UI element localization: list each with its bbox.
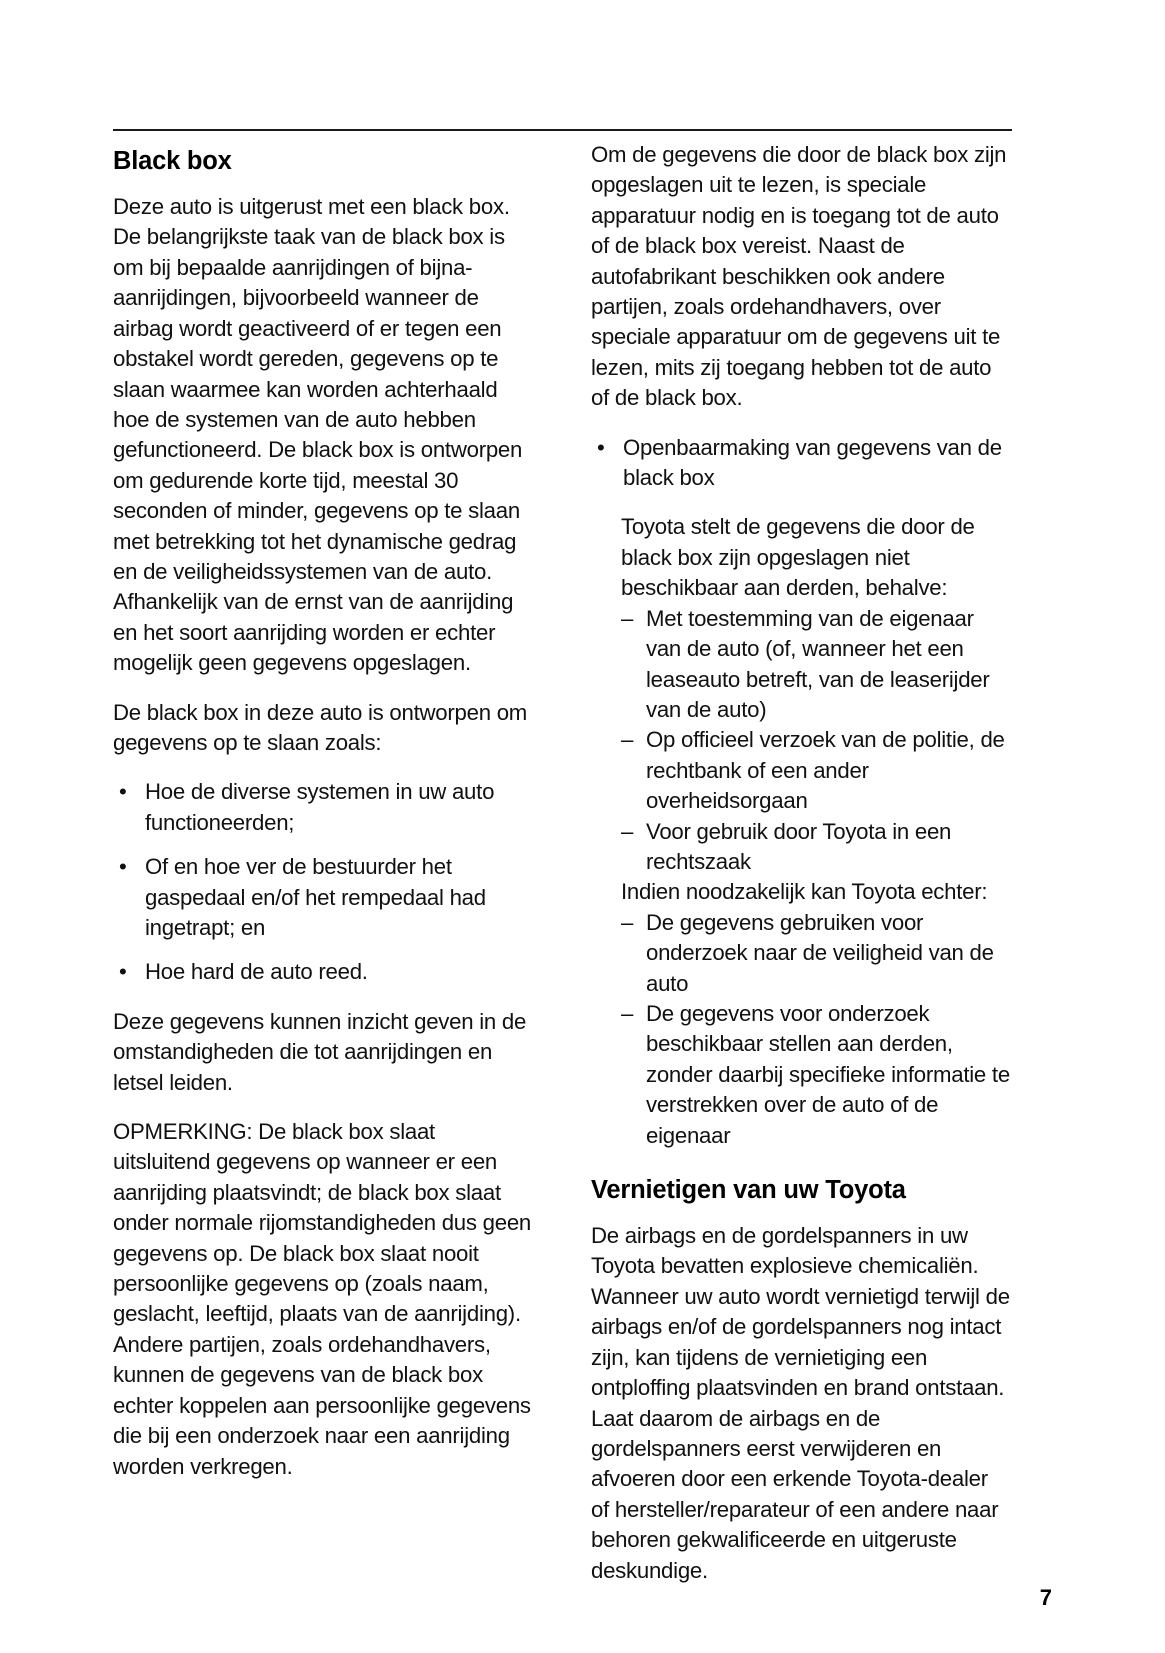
- list-item: [621, 999, 1011, 1151]
- dash-icon: –: [621, 1000, 634, 1026]
- section-heading-vernietigen: Vernietigen van uw Toyota: [591, 1176, 906, 1204]
- list-item: [113, 777, 533, 838]
- dash-icon: –: [621, 605, 634, 631]
- list-item: [621, 908, 1011, 999]
- paragraph-third-party-exceptions: Toyota stelt de gegevens die door de black box zijn opgeslagen niet beschikbaar aan derden, behalve:: [621, 514, 975, 601]
- list-item: [621, 604, 1011, 726]
- list-item-label: De gegevens voor onderzoek beschikbaar stellen aan derden, zonder daarbij specifieke informatie te verstrekken over de auto of de eigenaar: [646, 1000, 1010, 1148]
- list-item-label: De gegevens gebruiken voor onderzoek naar de veiligheid van de auto: [646, 909, 994, 996]
- bullet-icon: •: [119, 779, 127, 805]
- list-exceptions: [621, 604, 1011, 878]
- two-column-layout: [113, 140, 1012, 1605]
- paragraph-reading-data: Om de gegevens die door de black box zijn opgeslagen uit te lezen, is speciale apparatuur nodig en is toegang tot de auto of de black box vereist. Naast de autofabrikant beschikken ook andere partijen, zoals ordehandhavers, over speciale apparatuur om de gegevens uit te lezen, mits zij toegang hebben tot de auto of de black box.: [591, 142, 1007, 411]
- header-rule: [113, 129, 1012, 131]
- bullet-icon: •: [119, 854, 127, 880]
- dash-icon: –: [621, 727, 634, 753]
- bullet-icon: •: [597, 434, 605, 460]
- list-item: [113, 957, 533, 987]
- list-stored-data: [113, 777, 533, 987]
- dash-icon: –: [621, 909, 634, 935]
- list-item: [621, 817, 1011, 878]
- paragraph-if-necessary: Indien noodzakelijk kan Toyota echter:: [621, 879, 988, 905]
- list-item: [621, 725, 1011, 816]
- list-item: [113, 852, 533, 943]
- list-item-label: Met toestemming van de eigenaar van de auto (of, wanneer het een leaseauto betreft, van de leaserijder van de auto): [646, 605, 990, 722]
- list-item-label: Hoe hard de auto reed.: [145, 959, 368, 985]
- list-disclosure: [591, 433, 1011, 494]
- left-column: [113, 140, 533, 1605]
- dash-icon: –: [621, 818, 634, 844]
- paragraph-black-box-intro: Deze auto is uitgerust met een black box. De belangrijkste taak van de black box is om bij bepaalde aanrijdingen of bijna-aanrijdingen, bijvoorbeeld wanneer de airbag wordt geactiveerd of er tegen een obstakel wordt gereden, gegevens op te slaan waarmee kan worden achterhaald hoe de systemen van de auto hebben gefunctioneerd. De black box is ontworpen om gedurende korte tijd, meestal 30 seconden of minder, gegevens op te slaan met betrekking tot het dynamische gedrag en de veiligheidssystemen van de auto. Afhankelijk van de ernst van de aanrijding en het soort aanrijding worden er echter mogelijk geen gegevens opgeslagen.: [113, 194, 523, 676]
- right-column: [591, 140, 1011, 1605]
- list-item-label: Op officieel verzoek van de politie, de rechtbank of een ander overheidsorgaan: [646, 727, 1005, 814]
- list-item-label: Openbaarmaking van gegevens van de black box: [623, 434, 1002, 491]
- bullet-icon: •: [119, 959, 127, 985]
- page-number: 7: [1039, 1585, 1052, 1610]
- list-item-label: Hoe de diverse systemen in uw auto functioneerden;: [145, 779, 495, 835]
- list-item: [591, 433, 1011, 494]
- section-heading-black-box: Black box: [113, 147, 232, 175]
- list-item-label: Voor gebruik door Toyota in een rechtszaak: [646, 818, 952, 874]
- list-necessary-uses: [621, 908, 1011, 1151]
- paragraph-stored-data-intro: De black box in deze auto is ontworpen om gegevens op te slaan zoals:: [113, 699, 528, 755]
- disclosure-details: [621, 512, 1011, 1151]
- list-item-label: Of en hoe ver de bestuurder het gaspedaal en/of het rempedaal had ingetrapt; en: [145, 854, 486, 941]
- paragraph-data-insight: Deze gegevens kunnen inzicht geven in de omstandigheden die tot aanrijdingen en letsel leiden.: [113, 1008, 527, 1095]
- paragraph-airbag-disposal: De airbags en de gordelspanners in uw Toyota bevatten explosieve chemicaliën. Wanneer uw auto wordt vernietigd terwijl de airbags en/of de gordelspanners nog intact zijn, kan tijdens de vernietiging een ontploffing plaatsvinden en brand ontstaan. Laat daarom de airbags en de gordelspanners eerst verwijderen en afvoeren door een erkende Toyota-dealer of hersteller/reparateur of een andere naar behoren gekwalificeerde en uitgeruste deskundige.: [591, 1223, 1010, 1583]
- paragraph-opmerking-note: OPMERKING: De black box slaat uitsluitend gegevens op wanneer er een aanrijding plaatsvindt; de black box slaat onder normale rijomstandigheden dus geen gegevens op. De black box slaat nooit persoonlijke gegevens op (zoals naam, geslacht, leeftijd, plaats van de aanrijding). Andere partijen, zoals ordehandhavers, kunnen de gegevens van de black box echter koppelen aan persoonlijke gegevens die bij een onderzoek naar een aanrijding worden verkregen.: [113, 1119, 532, 1479]
